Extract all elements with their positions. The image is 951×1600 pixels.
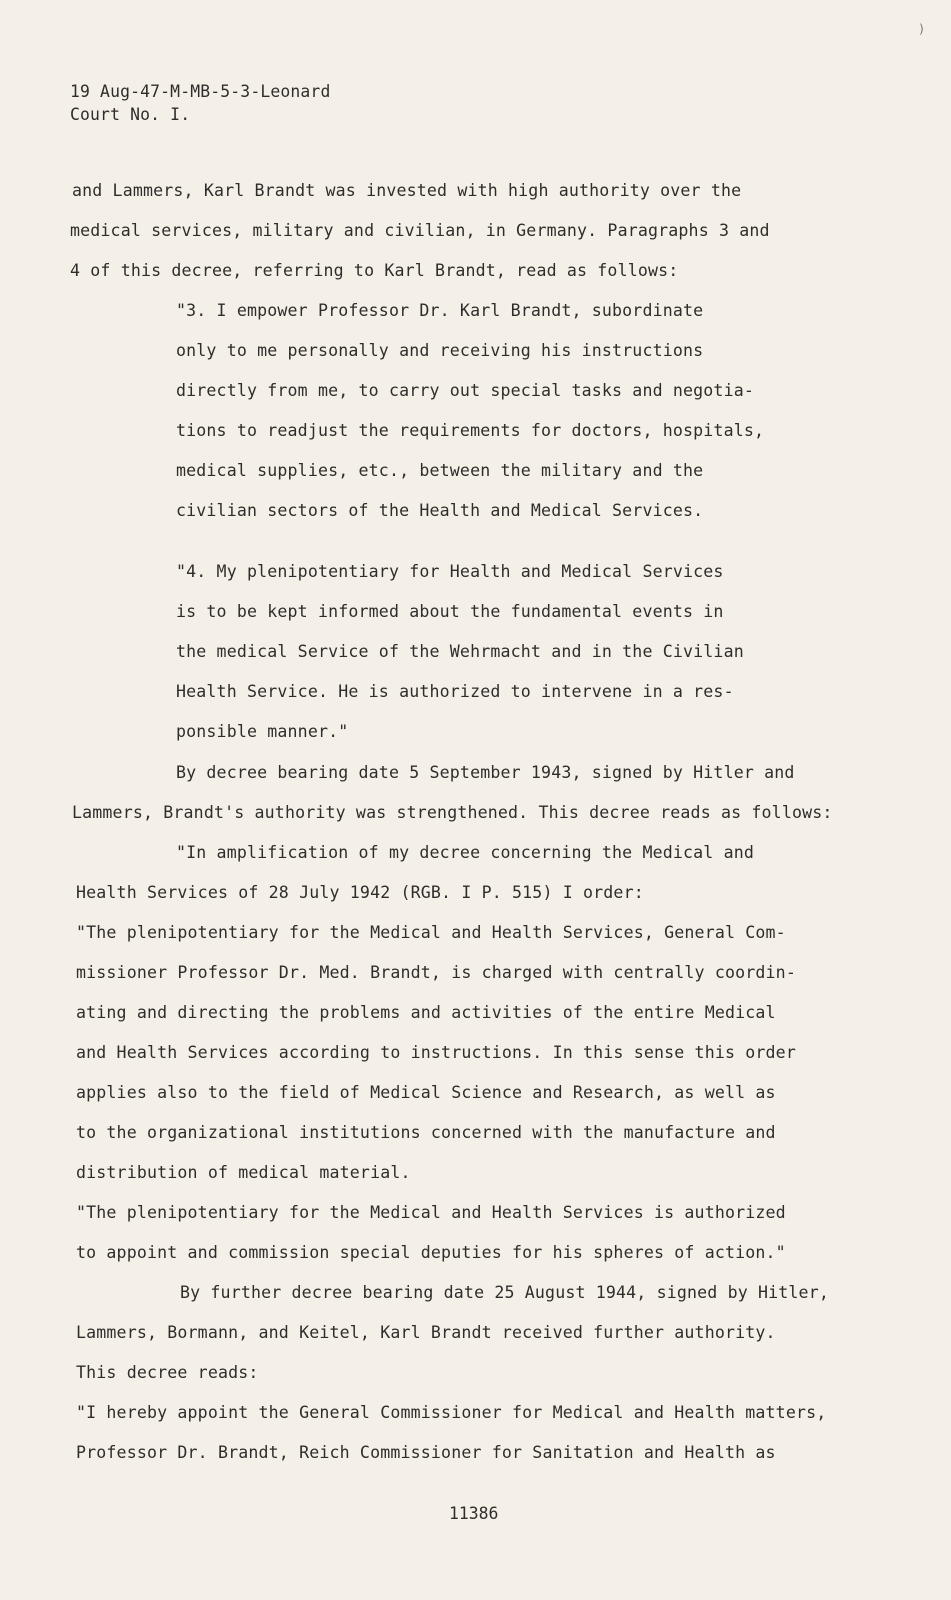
body-line: to appoint and commission special deputies for his spheres of action." [76,1243,786,1262]
body-line: medical services, military and civilian, in Germany. Paragraphs 3 and [70,221,770,240]
body-line: and Lammers, Karl Brandt was invested with high authority over the [72,181,742,200]
body-line: "In amplification of my decree concerning the Medical and [176,843,754,862]
quoted-paragraph-4-line: is to be kept informed about the fundamental events in [176,602,724,621]
body-line: By decree bearing date 5 September 1943, signed by Hitler and [176,763,795,782]
body-line: "The plenipotentiary for the Medical and Health Services, General Com- [76,923,786,942]
body-line: By further decree bearing date 25 August 1944, signed by Hitler, [180,1283,829,1302]
quoted-paragraph-4-line: "4. My plenipotentiary for Health and Medical Services [176,562,724,581]
body-line: Professor Dr. Brandt, Reich Commissioner for Sanitation and Health as [76,1443,776,1462]
edge-mark: ) [918,22,926,36]
quoted-paragraph-4-line: the medical Service of the Wehrmacht and in the Civilian [176,642,744,661]
body-line: distribution of medical material. [76,1163,411,1182]
body-line: Lammers, Brandt's authority was strengthened. This decree reads as follows: [72,803,833,822]
quoted-paragraph-3-line: directly from me, to carry out special tasks and negotia- [176,381,754,400]
page-number: 11386 [449,1504,499,1523]
quoted-paragraph-3-line: civilian sectors of the Health and Medical Services. [176,501,704,520]
court-label: Court No. I. [70,105,191,124]
quoted-paragraph-4-line: ponsible manner." [176,722,349,741]
document-reference: 19 Aug-47-M-MB-5-3-Leonard [70,82,331,101]
body-line: "The plenipotentiary for the Medical and Health Services is authorized [76,1203,786,1222]
body-line: missioner Professor Dr. Med. Brandt, is charged with centrally coordin- [76,963,796,982]
body-line: "I hereby appoint the General Commissioner for Medical and Health matters, [76,1403,827,1422]
body-line: Health Services of 28 July 1942 (RGB. I P. 515) I order: [76,883,644,902]
body-line: applies also to the field of Medical Science and Research, as well as [76,1083,776,1102]
quoted-paragraph-3-line: medical supplies, etc., between the military and the [176,461,704,480]
quoted-paragraph-3-line: only to me personally and receiving his instructions [176,341,704,360]
body-line: This decree reads: [76,1363,259,1382]
body-line: Lammers, Bormann, and Keitel, Karl Brandt received further authority. [76,1323,776,1342]
body-line: and Health Services according to instructions. In this sense this order [76,1043,796,1062]
body-line: ating and directing the problems and activities of the entire Medical [76,1003,776,1022]
body-line: 4 of this decree, referring to Karl Brandt, read as follows: [70,261,679,280]
body-line: to the organizational institutions concerned with the manufacture and [76,1123,776,1142]
quoted-paragraph-3-line: tions to readjust the requirements for doctors, hospitals, [176,421,765,440]
quoted-paragraph-3-line: "3. I empower Professor Dr. Karl Brandt, subordinate [176,301,704,320]
quoted-paragraph-4-line: Health Service. He is authorized to intervene in a res- [176,682,734,701]
